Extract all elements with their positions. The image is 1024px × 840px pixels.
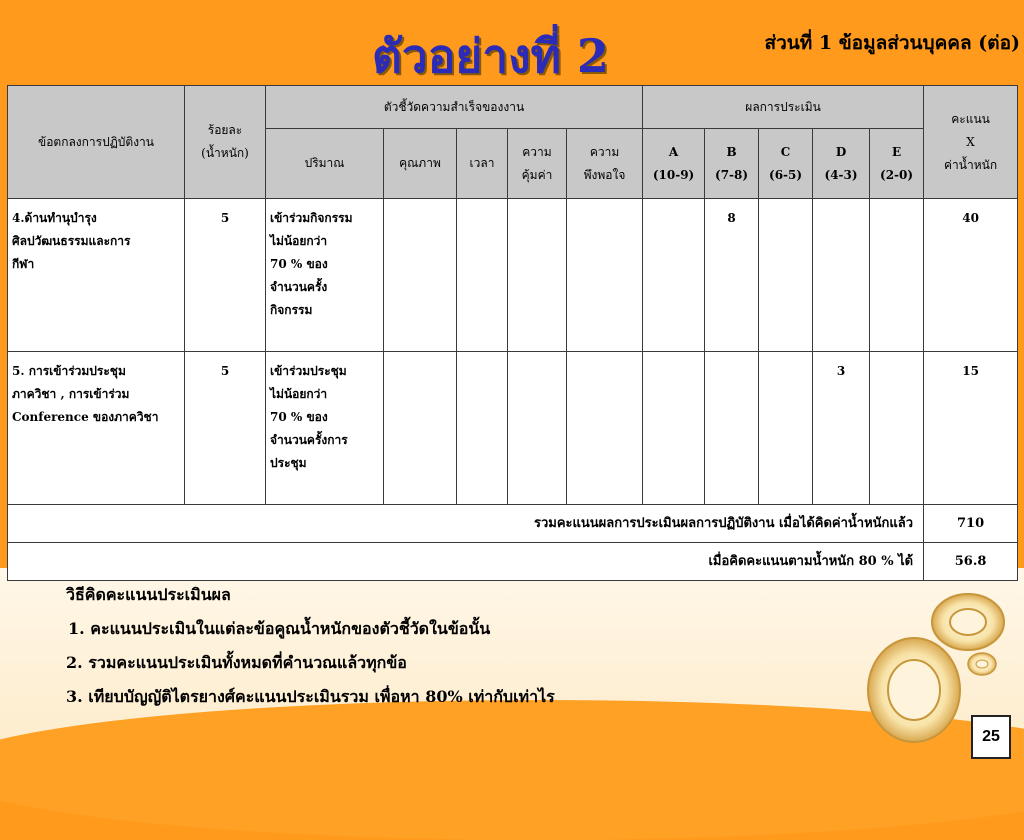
header-score [924, 86, 1018, 199]
grade-letter: B [726, 144, 737, 159]
cell-line: Conference ของภาควิชา [12, 410, 159, 424]
worth-cell [508, 199, 567, 352]
grade-letter: A [668, 144, 679, 159]
satisfaction-cell [567, 352, 643, 505]
grade-b-cell: 8 [705, 199, 759, 352]
cell-line: ไม่น้อยกว่า [270, 387, 328, 401]
grade-range: (2-0) [880, 167, 914, 182]
header-grade-e [870, 129, 924, 199]
header-worth [508, 129, 567, 199]
cell-line: 70 % ของ [270, 410, 328, 424]
grade-a-cell [643, 352, 705, 505]
header-score-line: X [966, 134, 975, 149]
total-row [8, 505, 1018, 543]
total-value: 710 [924, 505, 1018, 543]
header-quantity: ปริมาณ [266, 129, 384, 199]
score-cell: 40 [924, 199, 1018, 352]
header-satisfaction-line: ความ [589, 144, 620, 159]
grade-range: (6-5) [769, 167, 803, 182]
header-satisfaction [567, 129, 643, 199]
header-worth-line: ความ [522, 144, 552, 159]
weighted-row [8, 543, 1018, 581]
header-grade-a [643, 129, 705, 199]
grade-c-cell [759, 352, 813, 505]
header-grade-d [813, 129, 870, 199]
cell-line: เข้าร่วมประชุม [270, 364, 347, 378]
cell-line: 5. การเข้าร่วมประชุม [12, 364, 126, 378]
quantity-cell [266, 352, 384, 505]
cell-line: ประชุม [270, 456, 307, 470]
slide-title: ตัวอย่างที่ 2 [372, 29, 609, 83]
agreement-cell [8, 199, 185, 352]
cell-line: 4.ด้านทำนุบำรุง [12, 211, 97, 225]
header-agreement: ข้อตกลงการปฏิบัติงาน [8, 86, 185, 199]
time-cell [457, 199, 508, 352]
satisfaction-cell [567, 199, 643, 352]
slide-subtitle: ส่วนที่ 1 ข้อมูลส่วนบุคคล (ต่อ) [764, 32, 1020, 54]
grade-letter: E [891, 144, 902, 159]
quantity-cell [266, 199, 384, 352]
table-row [8, 199, 1018, 352]
weighted-value: 56.8 [924, 543, 1018, 581]
header-grade-c [759, 129, 813, 199]
header-grade-b [705, 129, 759, 199]
weight-cell: 5 [185, 199, 266, 352]
grade-e-cell [870, 352, 924, 505]
header-row-1 [8, 86, 1018, 129]
total-label: รวมคะแนนผลการประเมินผลการปฏิบัติงาน เมื่อได้คิดค่าน้ำหนักแล้ว [8, 505, 924, 543]
notes-item: 3. เทียบบัญญัติไตรยางศ์คะแนนประเมินรวม เพื่อหา 80% เท่ากับเท่าไร [66, 687, 555, 706]
grade-d-cell: 3 [813, 352, 870, 505]
header-weight [185, 86, 266, 199]
grade-c-cell [759, 199, 813, 352]
agreement-cell [8, 352, 185, 505]
quality-cell [384, 352, 457, 505]
grade-letter: C [780, 144, 791, 159]
score-cell: 15 [924, 352, 1018, 505]
cell-line: กิจกรรม [270, 303, 313, 317]
header-time: เวลา [457, 129, 508, 199]
header-weight-line: (น้ำหนัก) [201, 146, 249, 160]
cell-line: จำนวนครั้งการ [270, 433, 348, 447]
notes-item: 2. รวมคะแนนประเมินทั้งหมดที่คำนวณแล้วทุกข้อ [66, 653, 407, 672]
cell-line: ศิลปวัฒนธรรมและการ [12, 234, 131, 248]
header-score-line: ค่าน้ำหนัก [944, 157, 998, 172]
calculation-notes [66, 578, 555, 714]
header-weight-line: ร้อยละ [207, 123, 243, 137]
header-indicators: ตัวชี้วัดความสำเร็จของงาน [266, 86, 643, 129]
cell-line: ภาควิชา , การเข้าร่วม [12, 387, 130, 401]
cell-line: เข้าร่วมกิจกรรม [270, 211, 353, 225]
weighted-label: เมื่อคิดคะแนนตามน้ำหนัก 80 % ได้ [8, 543, 924, 581]
header-evaluation: ผลการประเมิน [643, 86, 924, 129]
page-number: 25 [971, 715, 1011, 759]
grade-d-cell [813, 199, 870, 352]
table-row [8, 352, 1018, 505]
header-satisfaction-line: พึงพอใจ [583, 167, 626, 182]
grade-b-cell [705, 352, 759, 505]
grade-range: (10-9) [652, 167, 695, 182]
grade-a-cell [643, 199, 705, 352]
time-cell [457, 352, 508, 505]
header-score-line: คะแนน [951, 111, 990, 126]
worth-cell [508, 352, 567, 505]
cell-line: ไม่น้อยกว่า [270, 234, 328, 248]
notes-heading: วิธีคิดคะแนนประเมินผล [66, 585, 231, 604]
grade-letter: D [835, 144, 847, 159]
quality-cell [384, 199, 457, 352]
header-worth-line: คุ้มค่า [521, 167, 553, 182]
grade-range: (4-3) [824, 167, 858, 182]
grade-range: (7-8) [715, 167, 749, 182]
cell-line: 70 % ของ [270, 257, 328, 271]
grade-e-cell [870, 199, 924, 352]
cell-line: จำนวนครั้ง [270, 280, 328, 294]
evaluation-table [7, 85, 1018, 581]
notes-item: 1. คะแนนประเมินในแต่ละข้อคูณน้ำหนักของตัวชี้วัดในข้อนั้น [68, 619, 491, 638]
cell-line: กีฬา [12, 257, 35, 271]
header-quality: คุณภาพ [384, 129, 457, 199]
weight-cell: 5 [185, 352, 266, 505]
